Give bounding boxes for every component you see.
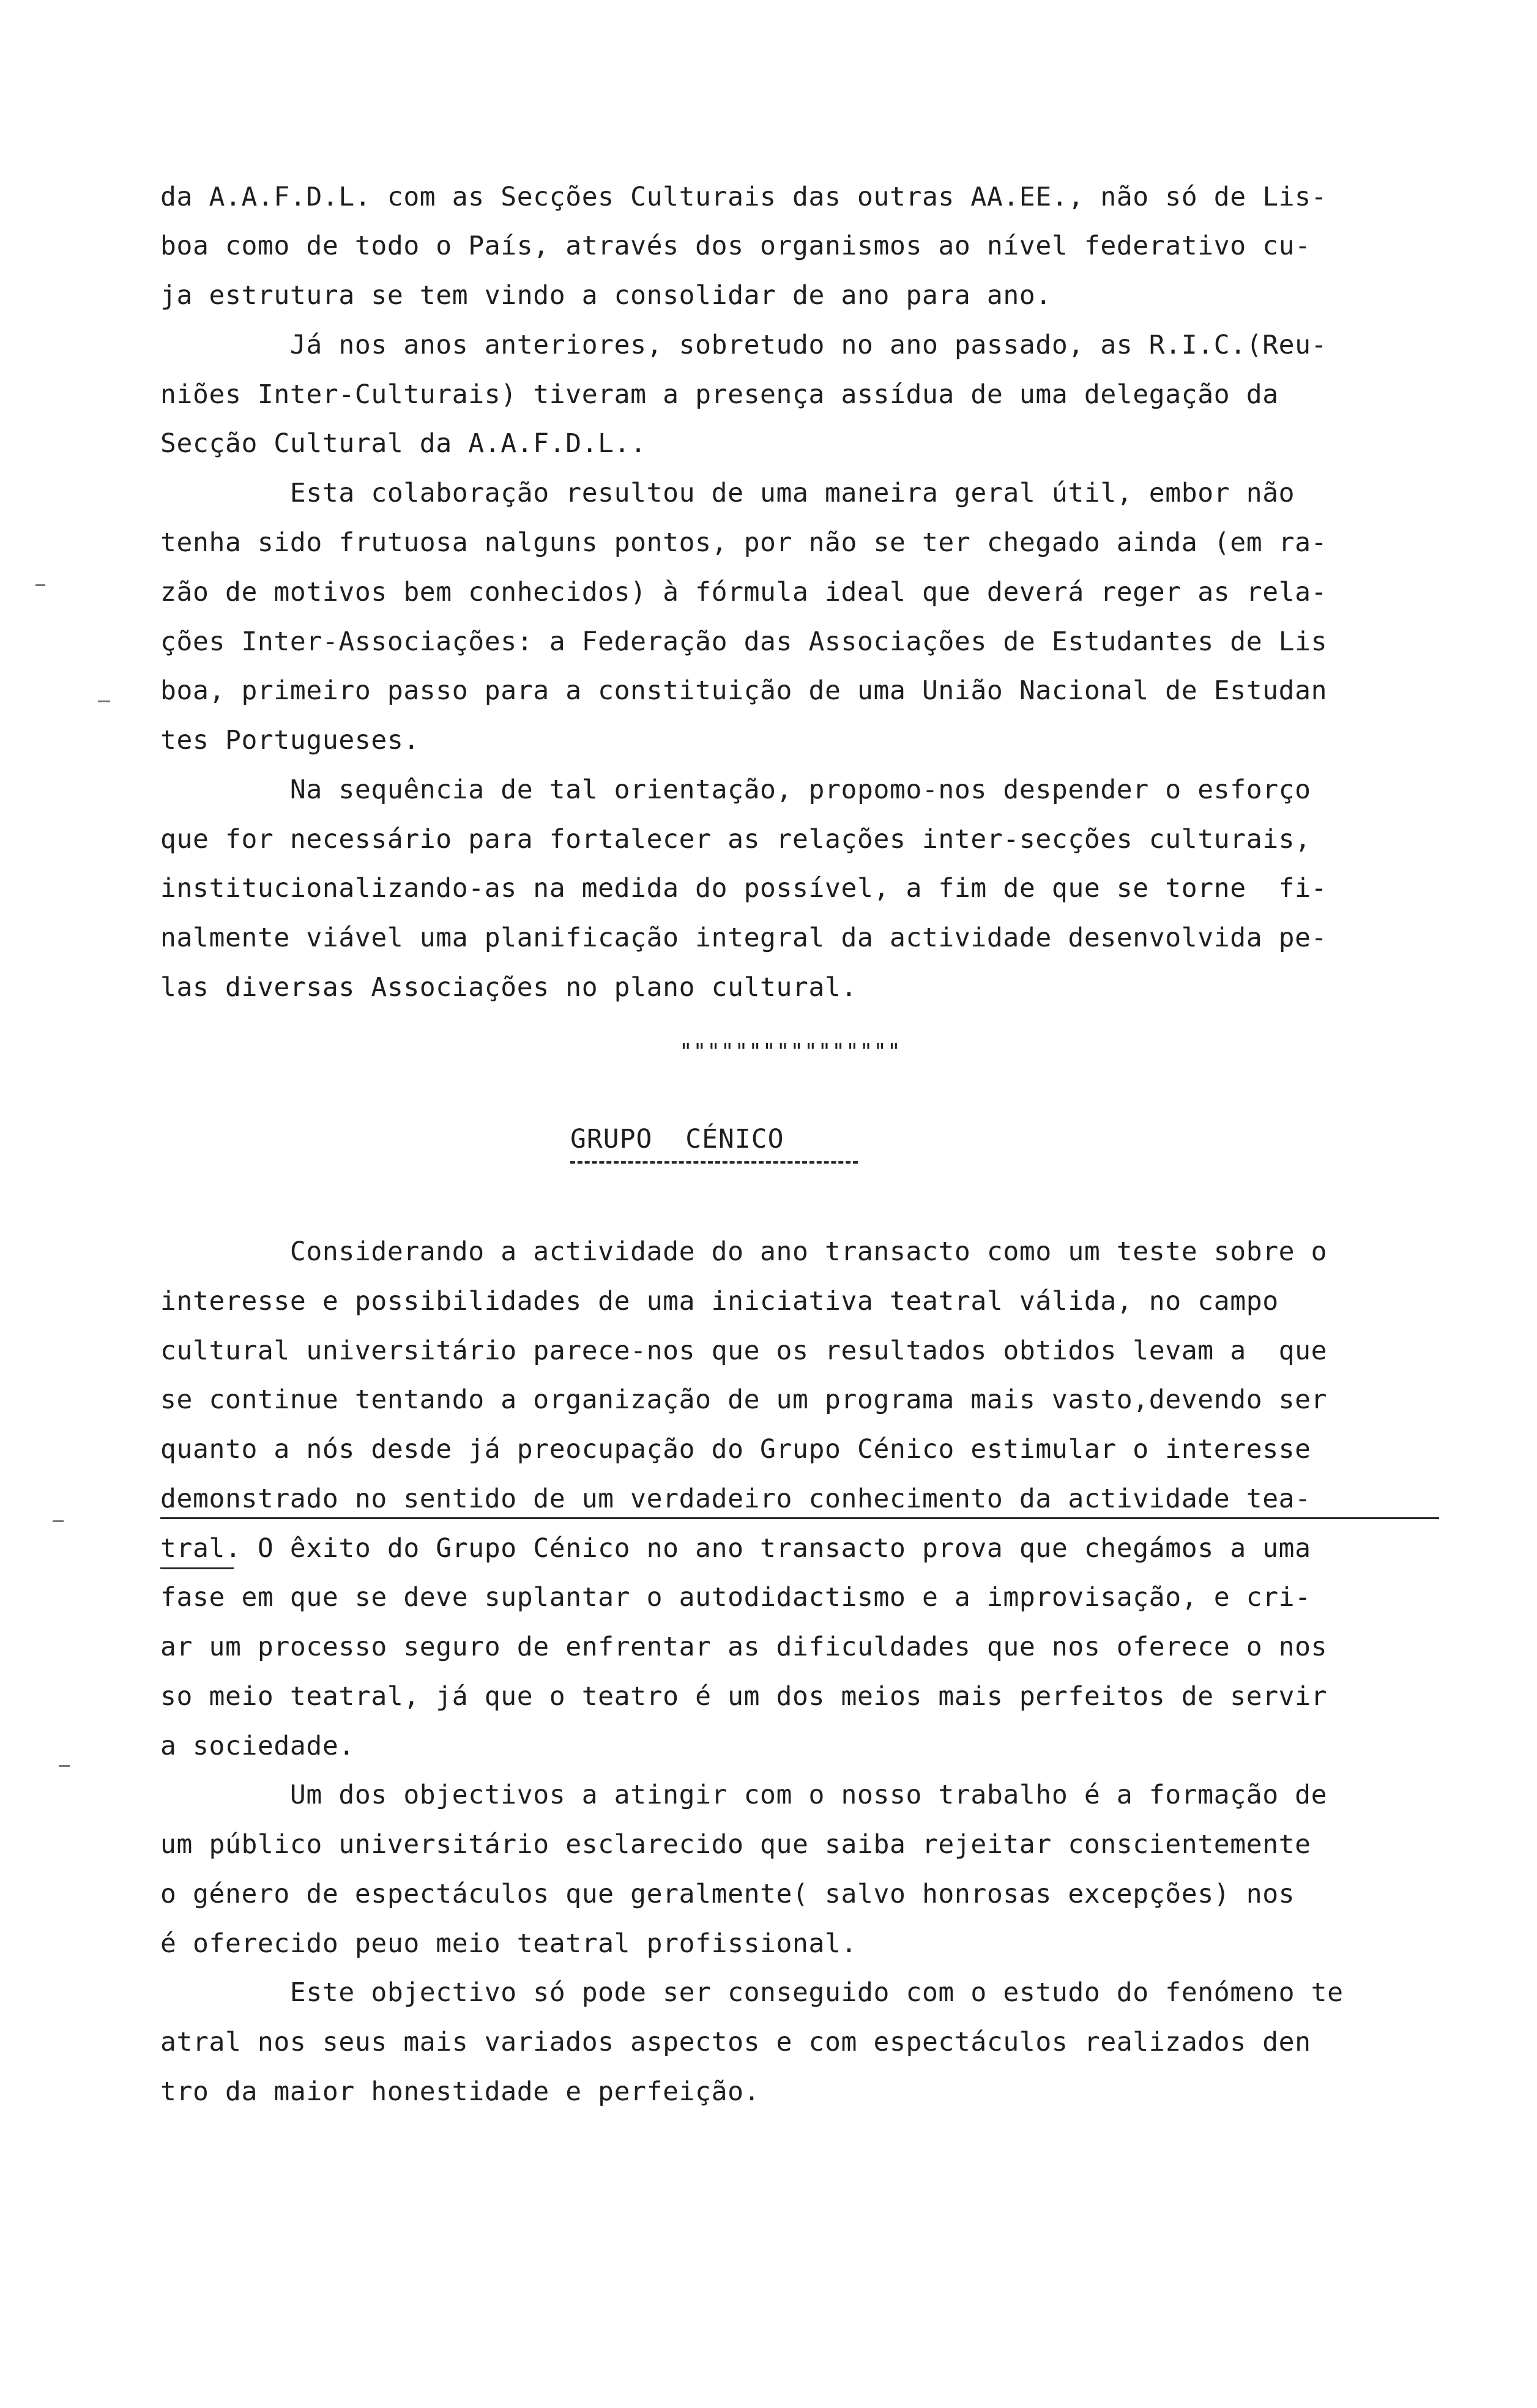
paragraph-5-line-2: interesse e possibilidades de uma iniciativa teatral válida, no campo <box>160 1286 1279 1317</box>
paragraph-7-line-3: tro da maior honestidade e perfeição. <box>160 2076 761 2107</box>
section-title: GRUPO CÉNICO <box>570 1124 784 1154</box>
paragraph-1-line-3: ja estrutura se tem vindo a consolidar de ano para ano. <box>160 280 1052 311</box>
handwritten-underline <box>160 1567 234 1569</box>
paragraph-3-line-1: Esta colaboração resultou de uma maneira geral útil, embor não <box>160 478 1295 508</box>
handwritten-underline <box>160 1517 1439 1519</box>
paragraph-3-line-2: tenha sido frutuosa nalguns pontos, por não se ter chegado ainda (em ra- <box>160 527 1328 558</box>
paragraph-3-line-4: ções Inter-Associações: a Federação das Associações de Estudantes de Lis <box>160 626 1328 657</box>
paragraph-5-line-10: so meio teatral, já que o teatro é um dos meios mais perfeitos de servir <box>160 1681 1328 1712</box>
paragraph-6-line-1: Um dos objectivos a atingir com o nosso trabalho é a formação de <box>160 1780 1328 1810</box>
paragraph-3-line-6: tes Portugueses. <box>160 725 420 756</box>
paragraph-1-line-2: boa como de todo o País, através dos organismos ao nível federativo cu- <box>160 231 1311 261</box>
paragraph-5-line-1: Considerando a actividade do ano transacto como um teste sobre o <box>160 1236 1328 1267</box>
paragraph-6-line-2: um público universitário esclarecido que saiba rejeitar conscientemente <box>160 1829 1311 1860</box>
section-title-underline <box>570 1161 858 1164</box>
paragraph-7-line-2: atral nos seus mais variados aspectos e com espectáculos realizados den <box>160 2027 1311 2057</box>
paragraph-3-line-5: boa, primeiro passo para a constituição de uma União Nacional de Estudan <box>160 675 1328 706</box>
paragraph-2-line-2: niões Inter-Culturais) tiveram a presença assídua de uma delegação da <box>160 379 1279 410</box>
margin-mark <box>98 700 110 702</box>
paragraph-5-line-9: ar um processo seguro de enfrentar as dificuldades que nos oferece o nos <box>160 1632 1328 1662</box>
paragraph-5-line-11: a sociedade. <box>160 1731 355 1761</box>
paragraph-3-line-3: zão de motivos bem conhecidos) à fórmula ideal que deverá reger as rela- <box>160 577 1328 608</box>
paragraph-7-line-1: Este objectivo só pode ser conseguido com o estudo do fenómeno te <box>160 1977 1344 2008</box>
paragraph-5-line-4: se continue tentando a organização de um programa mais vasto,devendo ser <box>160 1384 1328 1415</box>
paragraph-2-line-3: Secção Cultural da A.A.F.D.L.. <box>160 428 647 459</box>
paragraph-5-line-5: quanto a nós desde já preocupação do Grupo Cénico estimular o interesse <box>160 1434 1311 1465</box>
paragraph-4-line-1: Na sequência de tal orientação, propomo-nos despender o esforço <box>160 775 1311 805</box>
paragraph-5-line-3: cultural universitário parece-nos que os resultados obtidos levam a que <box>160 1336 1328 1366</box>
margin-mark <box>59 1765 70 1767</box>
paragraph-1-line-1: da A.A.F.D.L. com as Secções Culturais das outras AA.EE., não só de Lis- <box>160 182 1328 212</box>
paragraph-5-line-8: fase em que se deve suplantar o autodidactismo e a improvisação, e cri- <box>160 1582 1311 1613</box>
paragraph-4-line-2: que for necessário para fortalecer as relações inter-secções culturais, <box>160 824 1311 855</box>
margin-mark <box>35 584 45 586</box>
paragraph-4-line-5: las diversas Associações no plano cultural. <box>160 972 857 1003</box>
paragraph-5-line-7: tral. O êxito do Grupo Cénico no ano transacto prova que chegámos a uma <box>160 1533 1311 1564</box>
paragraph-4-line-4: nalmente viável uma planificação integral da actividade desenvolvida pe- <box>160 923 1328 953</box>
paragraph-2-line-1: Já nos anos anteriores, sobretudo no ano passado, as R.I.C.(Reu- <box>160 330 1328 360</box>
paragraph-6-line-4: é oferecido peuo meio teatral profissional. <box>160 1928 857 1959</box>
section-divider: """""""""""""""" <box>679 1039 901 1065</box>
paragraph-5-line-6: demonstrado no sentido de um verdadeiro conhecimento da actividade tea- <box>160 1484 1311 1514</box>
paragraph-4-line-3: institucionalizando-as na medida do possível, a fim de que se torne fi- <box>160 873 1328 904</box>
paragraph-6-line-3: o género de espectáculos que geralmente( salvo honrosas excepções) nos <box>160 1879 1295 1909</box>
margin-mark <box>53 1520 64 1522</box>
